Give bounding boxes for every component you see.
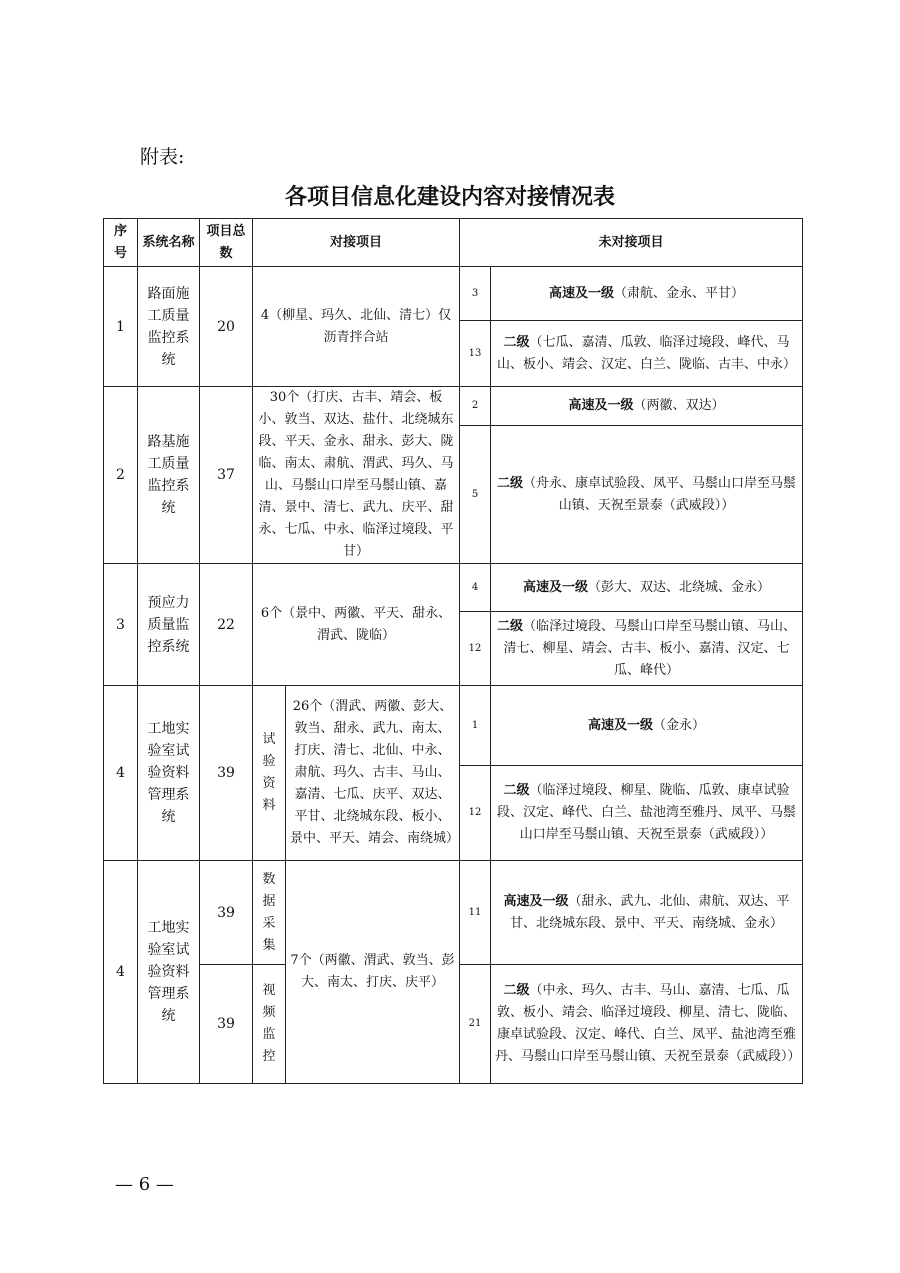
row-seq: 2 [104, 387, 138, 564]
row-system: 工地实验室试验资料管理系统 [138, 861, 200, 1084]
unconnected-count: 12 [460, 766, 491, 861]
row-total: 39 [200, 965, 253, 1084]
row-total: 37 [200, 387, 253, 564]
col-header-unconnected: 未对接项目 [460, 219, 803, 267]
row-total: 39 [200, 861, 253, 965]
unconnected-projects [491, 861, 803, 965]
project-list: （甜永、武九、北仙、肃航、双达、平甘、北绕城东段、景中、平天、南绕城、金永） [510, 893, 790, 931]
unconnected-count: 11 [460, 861, 491, 965]
row-system: 路基施工质量监控系统 [138, 387, 200, 564]
row-seq: 3 [104, 564, 138, 686]
level-label: 高速及一级 [503, 893, 569, 909]
row-connected: 7个（两徽、渭武、敦当、彭大、南太、打庆、庆平） [286, 861, 460, 1084]
row-total: 22 [200, 564, 253, 686]
unconnected-projects [491, 766, 803, 861]
level-label: 二级 [497, 618, 524, 634]
project-list: （七瓜、嘉清、瓜敦、临泽过境段、峰代、马山、板小、靖会、汉定、白兰、陇临、古丰、中永） [497, 334, 797, 372]
level-label: 二级 [503, 334, 530, 350]
row-connected: 4（柳星、玛久、北仙、清七）仅沥青拌合站 [253, 267, 460, 387]
row-seq: 4 [104, 861, 138, 1084]
unconnected-projects [491, 426, 803, 564]
col-header-connected: 对接项目 [253, 219, 460, 267]
unconnected-projects [491, 686, 803, 766]
project-list: （舟永、康卓试验段、凤平、马鬃山口岸至马鬃山镇、天祝至景泰（武威段）） [523, 475, 797, 513]
row-subsystem: 数据采集 [253, 861, 286, 965]
integration-status-table [103, 218, 803, 1084]
row-system: 预应力质量监控系统 [138, 564, 200, 686]
project-list: （两徽、双达） [633, 398, 725, 414]
unconnected-projects [491, 321, 803, 387]
row-total: 39 [200, 686, 253, 861]
project-list: （肃航、金永、平甘） [614, 285, 745, 301]
row-subsystem: 试验资料 [253, 686, 286, 861]
table-row [104, 861, 803, 965]
table-row [104, 564, 803, 612]
annex-label: 附表: [140, 146, 185, 168]
table-row [104, 267, 803, 321]
row-seq: 4 [104, 686, 138, 861]
project-list: （临泽过境段、柳星、陇临、瓜敦、康卓试验段、汉定、峰代、白兰、盐池湾至雅丹、凤平、马鬃山口岸至马鬃山镇、天祝至景泰（武威段）） [497, 783, 797, 842]
level-label: 二级 [497, 475, 524, 491]
row-connected: 30个（打庆、古丰、靖会、板小、敦当、双达、盐什、北绕城东段、平天、金永、甜永、彭大、陇临、南太、肃航、渭武、玛久、马山、马鬃山口岸至马鬃山镇、嘉清、景中、清七、武九、庆平、甜永、七瓜、中永、临泽过境段、平甘） [253, 387, 460, 564]
unconnected-count: 13 [460, 321, 491, 387]
unconnected-projects [491, 387, 803, 426]
unconnected-count: 5 [460, 426, 491, 564]
project-list: （临泽过境段、马鬃山口岸至马鬃山镇、马山、清七、柳星、靖会、古丰、板小、嘉清、汉定、七瓜、峰代） [503, 618, 797, 678]
row-seq: 1 [104, 267, 138, 387]
unconnected-count: 21 [460, 965, 491, 1084]
table-row [104, 387, 803, 426]
level-label: 高速及一级 [588, 717, 654, 733]
unconnected-count: 2 [460, 387, 491, 426]
unconnected-projects [491, 564, 803, 612]
unconnected-projects [491, 267, 803, 321]
header-row [104, 219, 803, 267]
unconnected-count: 12 [460, 612, 491, 686]
col-header-seq: 序号 [104, 219, 138, 267]
row-subsystem: 视频监控 [253, 965, 286, 1084]
table-row [104, 686, 803, 766]
row-system: 工地实验室试验资料管理系统 [138, 686, 200, 861]
unconnected-projects [491, 612, 803, 686]
row-connected: 6个（景中、两徽、平天、甜永、渭武、陇临） [253, 564, 460, 686]
level-label: 二级 [503, 783, 530, 798]
row-connected: 26个（渭武、两徽、彭大、敦当、甜永、武九、南太、打庆、清七、北仙、中永、肃航、玛久、古丰、马山、嘉清、七瓜、庆平、双达、平甘、北绕城东段、板小、景中、平天、靖会、南绕城） [286, 686, 460, 861]
col-header-total: 项目总数 [200, 219, 253, 267]
page-number: — 6 — [115, 1174, 174, 1195]
row-system: 路面施工质量监控系统 [138, 267, 200, 387]
project-list: （金永） [653, 717, 706, 733]
unconnected-count: 4 [460, 564, 491, 612]
row-total: 20 [200, 267, 253, 387]
table-title: 各项目信息化建设内容对接情况表 [284, 185, 615, 210]
project-list: （中永、玛久、古丰、马山、嘉清、七瓜、瓜敦、板小、靖会、临泽过境段、柳星、清七、陇临、康卓试验段、汉定、峰代、白兰、凤平、盐池湾至雅丹、马鬃山口岸至马鬃山镇、天祝至景泰（武威段）） [495, 983, 801, 1064]
project-list: （彭大、双达、北绕城、金永） [588, 579, 771, 595]
unconnected-projects [491, 965, 803, 1084]
level-label: 二级 [503, 983, 530, 998]
col-header-system: 系统名称 [138, 219, 200, 267]
level-label: 高速及一级 [523, 579, 589, 595]
level-label: 高速及一级 [568, 398, 634, 414]
unconnected-count: 3 [460, 267, 491, 321]
level-label: 高速及一级 [549, 285, 615, 301]
unconnected-count: 1 [460, 686, 491, 766]
